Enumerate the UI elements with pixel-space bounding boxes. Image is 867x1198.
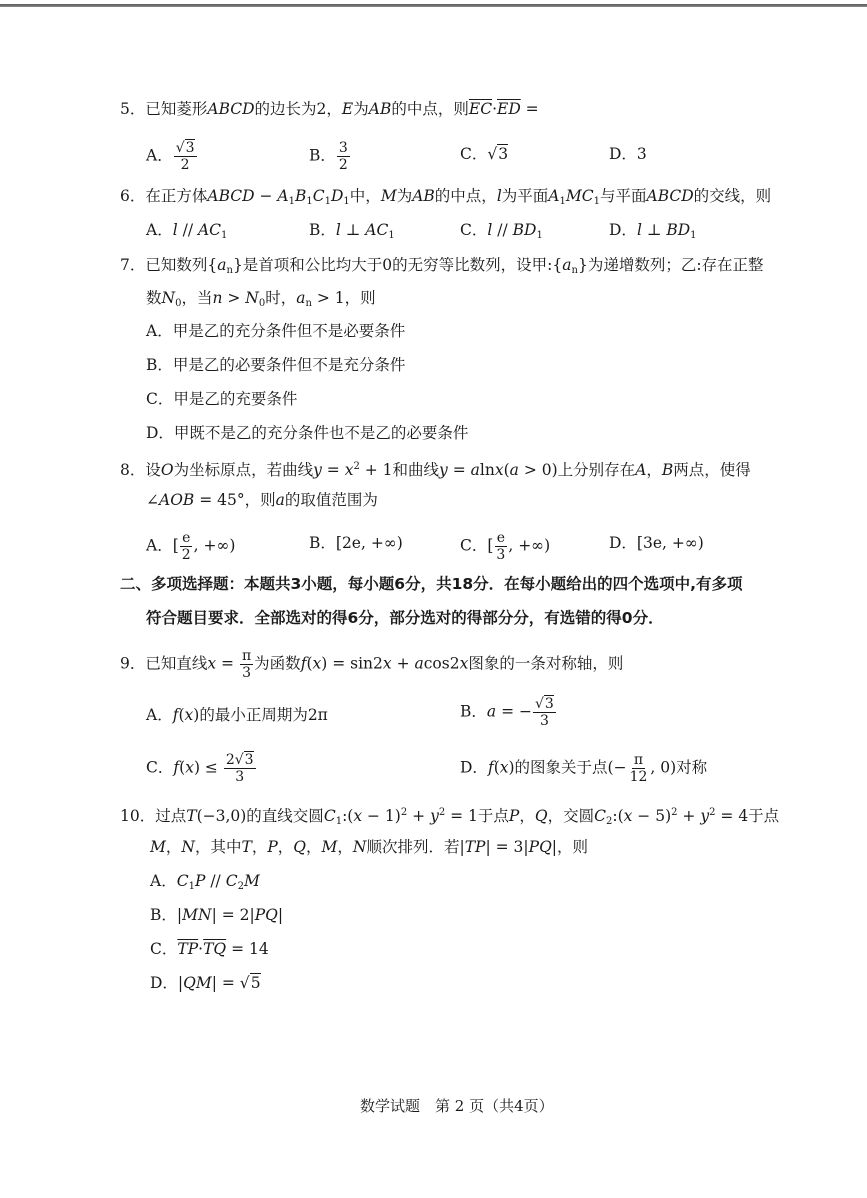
q5-stem: 5．已知菱形ABCD的边长为2，E为AB的中点，则$\overline{EC}\cdot\overline{ED}$ = [120,100,539,118]
q8-option-c: C．[ $\frac{e}{3}$ , +∞) [460,530,551,563]
q7-option-c: C．甲是乙的充要条件 [146,390,298,408]
q10-stem-line2: M，N，其中T，P，Q，M，N顺次排列．若|TP| = 3|PQ|，则 [150,838,589,856]
q7-option-a: A．甲是乙的充分条件但不是必要条件 [146,322,406,340]
q6-option-b: B．l ⊥ $AC_1$ [309,221,395,241]
q9-option-c: C．f(x) ≤ $\frac{2√3}{3}$ [146,752,254,785]
page-footer: 数学试题 第 2 页（共4页） [360,1097,554,1115]
q5-option-d: D．3 [609,145,647,163]
q8-stem-line2: ∠AOB = 45°，则a的取值范围为 [146,491,378,509]
q10-option-a: A．$C_1P // C_2M$ [150,872,260,892]
section-2-instructions-line1: 二、多项选择题：本题共3小题，每小题6分，共18分．在每小题给出的四个选项中,有多项 [120,575,743,593]
q5-option-b: B． $\frac{3}{2}$ [309,140,348,173]
page-top-border [0,4,867,7]
q7-option-b: B．甲是乙的必要条件但不是充分条件 [146,356,406,374]
q7-stem-line2: 数$N_0$，当$n > N_0$时，$a_n > 1$，则 [146,289,376,309]
q9-option-b: B．a = − $\frac{√3}{3}$ [460,696,554,729]
q8-stem-line1: 8．设O为坐标原点，若曲线$y = x^2 + 1$和曲线y = alnx(a > 0)上分别存在A，B两点，使得 [120,461,751,479]
q10-option-c: C．$\overline{TP}\cdot\overline{TQ} = 14$ [150,940,269,958]
q10-stem-line1: 10．过点T(−3,0)的直线交圆$C_1:(x - 1)^2 + y^2 = 1$于点P，Q，交圆$C_2:(x - 5)^2 + y^2 = 4$于点 [120,807,780,827]
q7-option-d: D．甲既不是乙的充分条件也不是乙的必要条件 [146,424,469,442]
q8-option-d: D．[3e, +∞) [609,534,704,552]
q5-option-c: C．√3 [460,145,509,163]
q7-stem-line1: 7．已知数列$\{a_n\}$是首项和公比均大于0的无穷等比数列，设甲$:\{a_n\}$为递增数列；乙:存在正整 [120,256,764,276]
q8-option-b: B．[2e, +∞) [309,534,403,552]
q6-option-a: A．l // $AC_1$ [146,221,228,241]
section-2-instructions-line2: 符合题目要求．全部选对的得6分，部分选对的得部分分，有选错的得0分． [146,609,664,627]
q8-option-a: A．[ $\frac{e}{2}$ , +∞) [146,530,236,563]
q10-option-b: B．|MN| = 2|PQ| [150,906,284,924]
q5-option-a: A． $\frac{√3}{2}$ [146,140,195,173]
q6-option-d: D．l ⊥ $BD_1$ [609,221,697,241]
q6-option-c: C．l // $BD_1$ [460,221,543,241]
q9-option-d: D．f(x)的图象关于点(− $\frac{\pi}{12}$ , 0)对称 [460,752,708,785]
q10-option-d: D．|QM| = √5 [150,974,261,992]
q9-stem: 9．已知直线x = $\frac{\pi}{3}$ 为函数f(x) = sin2x + acos2x图象的一条对称轴，则 [120,648,624,681]
q6-stem: 6．在正方体ABCD − $A_1B_1C_1D_1$中，M为AB的中点，l为平面$A_1MC_1$与平面ABCD的交线，则 [120,187,772,207]
q9-option-a: A．f(x)的最小正周期为2π [146,706,328,724]
